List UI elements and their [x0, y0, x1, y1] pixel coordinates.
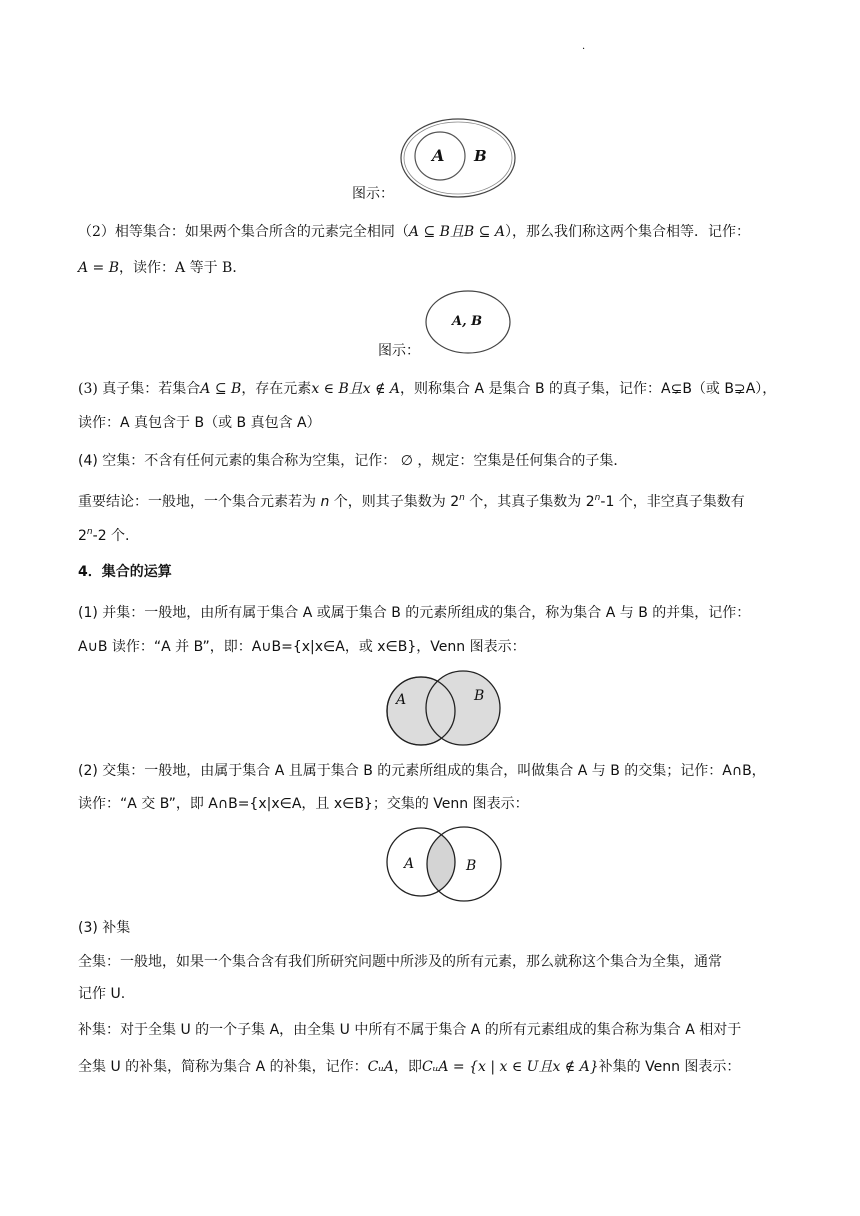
equal-diagram-text: A, B	[452, 314, 483, 329]
equal-sets-line-2: A = B，读作：A 等于 B．	[78, 260, 247, 276]
empty-set-line: (4) 空集：不含有任何元素的集合称为空集，记作： ∅ ，规定：空集是任何集合的子集．	[78, 453, 628, 469]
page-mark: ·	[582, 44, 586, 55]
intersection-venn-label-a: A	[404, 856, 415, 872]
complement-line-1: 补集：对于全集 U 的一个子集 A，由全集 U 中所有不属于集合 A 的所有元素组成的集合称为集合 A 相对于	[78, 1022, 742, 1038]
figure-label-1: 图示：	[352, 186, 394, 202]
conclusion-line-2: 2$^n$-2 个.	[78, 527, 130, 544]
complement-line-2: 全集 U 的补集，简称为集合 A 的补集，记作：CᵤA，即CᵤA = {x | x ∈ U且x ∉ A}补集的 Venn 图表示：	[78, 1059, 741, 1075]
union-venn-label-b: B	[474, 688, 485, 704]
subset-label-a: A	[432, 146, 445, 165]
figure-label-2: 图示：	[378, 343, 420, 359]
subset-label-b: B	[474, 147, 487, 165]
intersection-line-2: 读作：“A 交 B”，即 A∩B={x|x∈A，且 x∈B}；交集的 Venn 图表示：	[78, 796, 529, 812]
section-title-operations: 4．集合的运算	[78, 564, 172, 580]
universal-set-line-2: 记作 U.	[78, 986, 126, 1002]
conclusion-line-1: 重要结论：一般地，一个集合元素若为 n 个，则其子集数为 2$^n$ 个，其真子集数为 2$^n$-1 个，非空真子集数有	[78, 493, 745, 510]
intersection-line-1: (2) 交集：一般地，由属于集合 A 且属于集合 B 的元素所组成的集合，叫做集合 A 与 B 的交集；记作：A∩B，	[78, 763, 766, 779]
universal-set-line-1: 全集：一般地，如果一个集合含有我们所研究问题中所涉及的所有元素，那么就称这个集合为全集，通常	[78, 954, 722, 970]
intersection-venn-label-b: B	[466, 858, 477, 874]
proper-subset-line-1: (3) 真子集：若集合A ⊆ B，存在元素x ∈ B且x ∉ A，则称集合 A 是集合 B 的真子集，记作：A⊊B（或 B⊋A），	[78, 381, 777, 397]
complement-title: (3) 补集	[78, 920, 131, 936]
proper-subset-line-2: 读作：A 真包含于 B（或 B 真包含 A）	[78, 415, 321, 431]
equal-sets-line-1: （2）相等集合：如果两个集合所含的元素完全相同（A ⊆ B且B ⊆ A），那么我们称这两个集合相等．记作：	[78, 224, 750, 240]
union-line-1: (1) 并集：一般地，由所有属于集合 A 或属于集合 B 的元素所组成的集合，称为集合 A 与 B 的并集，记作：	[78, 605, 751, 621]
union-venn-label-a: A	[396, 692, 407, 708]
union-line-2: A∪B 读作：“A 并 B”，即：A∪B={x|x∈A，或 x∈B}，Venn 图表示：	[78, 639, 526, 655]
